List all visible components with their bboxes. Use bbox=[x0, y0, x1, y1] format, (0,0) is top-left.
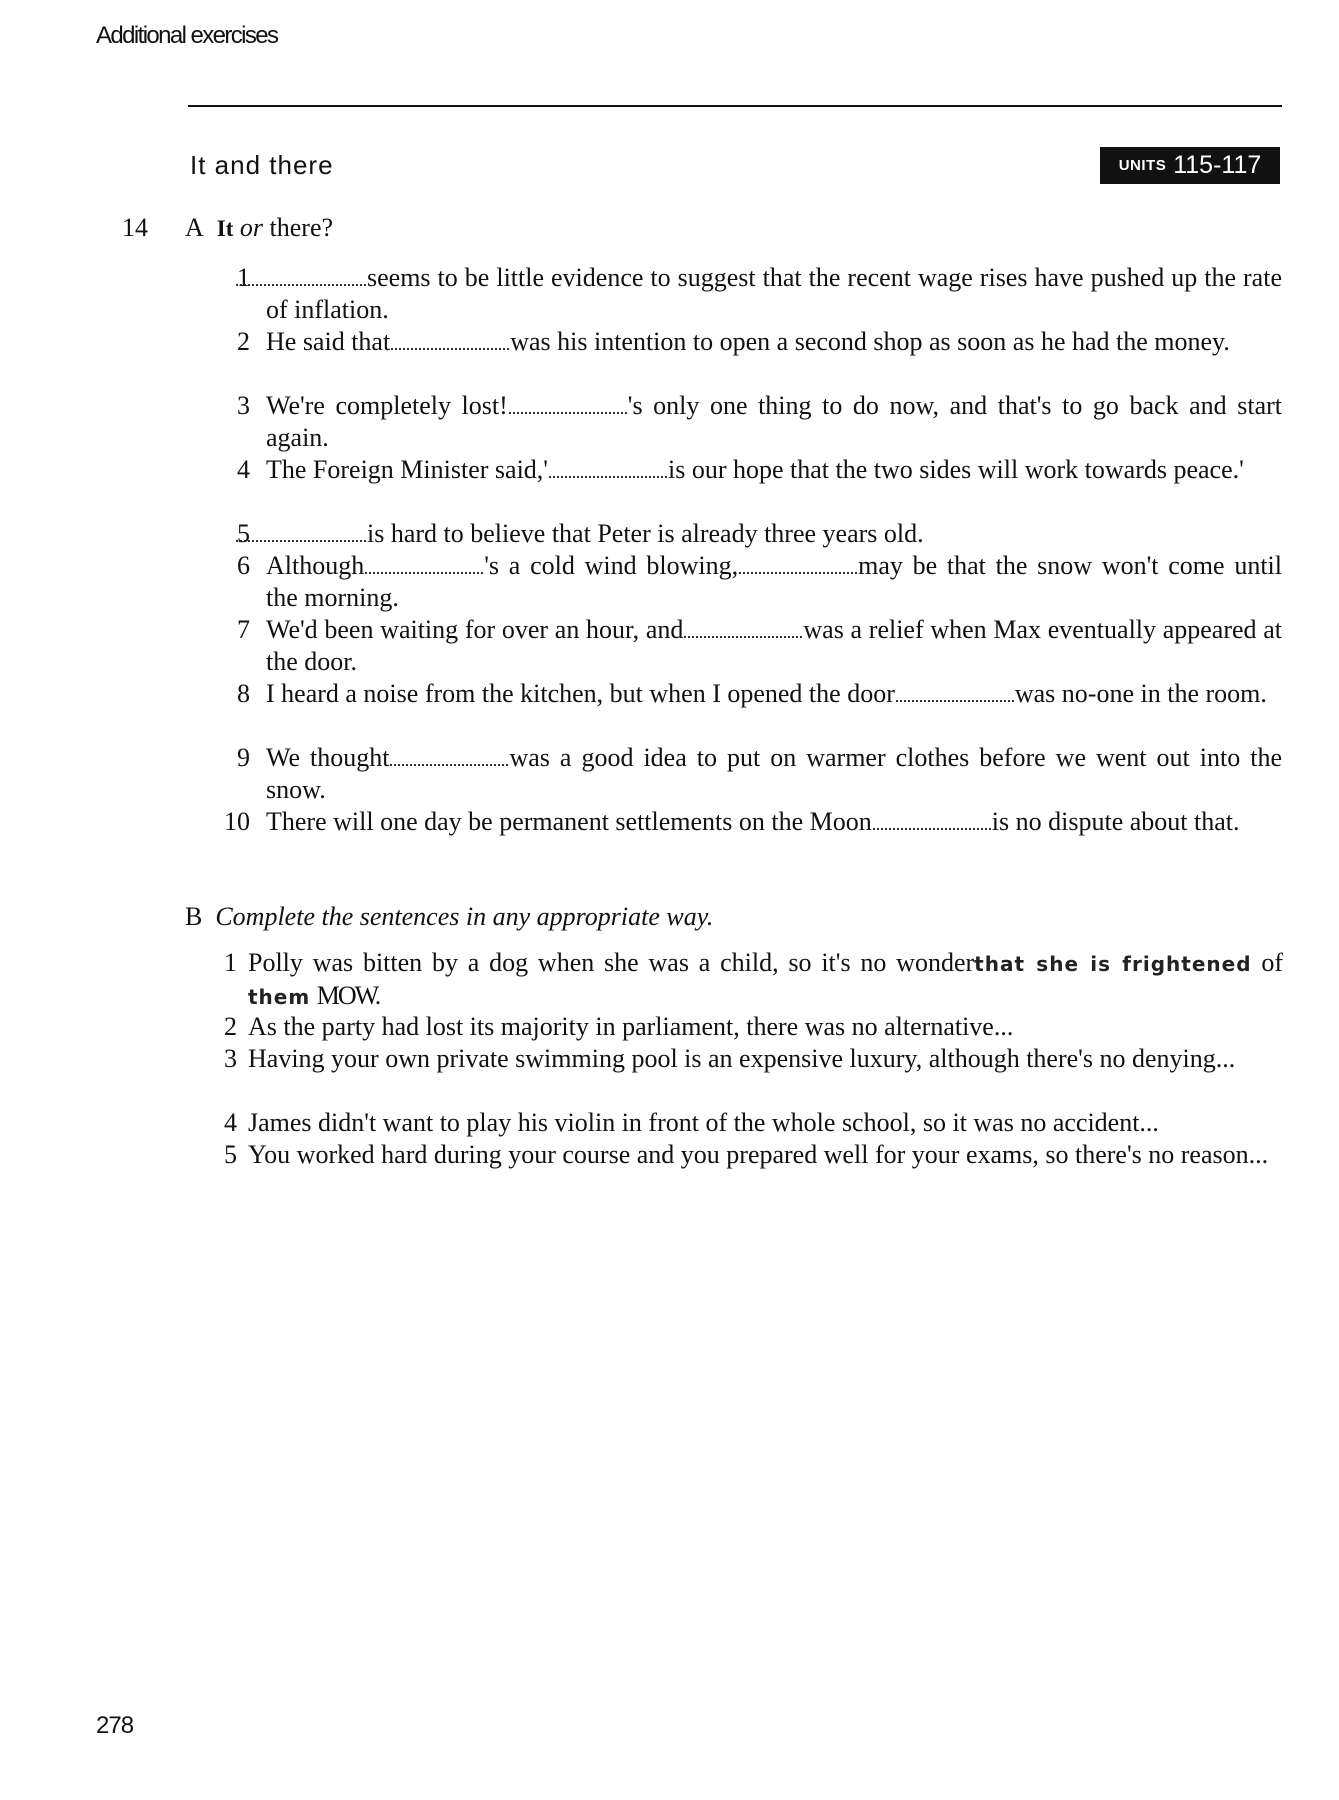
item-number: 5 bbox=[237, 519, 250, 548]
list-item bbox=[218, 454, 1282, 518]
item-text: was a relief when Max eventually appeared at the door. bbox=[266, 615, 1283, 676]
item-text: is our hope that the two sides will work towards peace.' bbox=[667, 455, 1244, 484]
item-number: 3 bbox=[224, 1044, 237, 1073]
section-title: It and there bbox=[190, 150, 334, 180]
item-text: There will one day be permanent settlements on the Moon bbox=[266, 807, 872, 836]
item-text: We'd been waiting for over an hour, and bbox=[266, 615, 684, 644]
running-head: Additional exercises bbox=[96, 22, 278, 49]
exercise-number: 14 bbox=[122, 213, 148, 242]
units-range: 115-117 bbox=[1173, 151, 1262, 179]
item-number: 9 bbox=[237, 743, 250, 772]
list-item bbox=[218, 806, 1282, 870]
part-b-letter: B bbox=[185, 902, 203, 931]
item-number: 4 bbox=[237, 455, 250, 484]
item-text: As the party had lost its majority in parliament, there was no alternative... bbox=[248, 1012, 1014, 1041]
item-text: Although bbox=[266, 551, 365, 580]
answer-blank[interactable] bbox=[509, 392, 627, 414]
item-text: of bbox=[1261, 948, 1284, 977]
answer-blank[interactable] bbox=[896, 680, 1014, 702]
answer-blank[interactable] bbox=[390, 744, 508, 766]
item-number: 8 bbox=[237, 679, 250, 708]
answer-blank[interactable] bbox=[236, 520, 366, 542]
item-text: was no-one in the room. bbox=[1014, 679, 1267, 708]
instruction-it: It bbox=[216, 216, 234, 241]
item-text: I heard a noise from the kitchen, but when I opened the door bbox=[266, 679, 895, 708]
list-item bbox=[218, 390, 1282, 454]
item-text: may be that the snow won't come until the morning. bbox=[266, 551, 1282, 612]
item-text: MOW. bbox=[316, 981, 380, 1010]
instruction-or: or bbox=[239, 213, 264, 242]
list-item bbox=[205, 947, 1283, 1011]
item-text: The Foreign Minister said,' bbox=[266, 455, 548, 484]
list-item bbox=[218, 678, 1282, 742]
item-text: James didn't want to play his violin in front of the whole school, so it was no accident... bbox=[248, 1108, 1159, 1137]
part-a-letter: A bbox=[185, 213, 204, 242]
list-item bbox=[205, 1139, 1283, 1203]
answer-blank[interactable] bbox=[873, 808, 991, 830]
item-text: seems to be little evidence to suggest that the recent wage rises have pushed up the rate of inflation. bbox=[266, 263, 1282, 324]
handwritten-answer: them bbox=[248, 985, 311, 1009]
list-item bbox=[218, 326, 1282, 390]
item-text: He said that bbox=[266, 327, 391, 356]
header-rule bbox=[188, 105, 1282, 107]
item-number: 6 bbox=[237, 551, 250, 580]
item-number: 1 bbox=[224, 948, 237, 977]
list-item bbox=[205, 1107, 1283, 1139]
list-item bbox=[218, 742, 1282, 806]
answer-blank[interactable] bbox=[549, 456, 667, 478]
list-item bbox=[205, 1043, 1283, 1107]
item-text: 's a cold wind blowing, bbox=[484, 551, 739, 580]
units-badge bbox=[1100, 147, 1280, 184]
item-number: 4 bbox=[224, 1108, 237, 1137]
list-item bbox=[218, 614, 1282, 678]
answer-blank[interactable] bbox=[684, 616, 802, 638]
item-number: 3 bbox=[237, 391, 250, 420]
item-text: was his intention to open a second shop as soon as he had the money. bbox=[510, 327, 1230, 356]
item-number: 2 bbox=[224, 1012, 237, 1041]
part-a-list bbox=[218, 262, 1282, 870]
item-number: 10 bbox=[224, 807, 250, 836]
answer-blank[interactable] bbox=[739, 552, 857, 574]
item-text: 's only one thing to do now, and that's to go back and start again. bbox=[266, 391, 1283, 452]
list-item bbox=[218, 262, 1282, 326]
item-number: 1 bbox=[237, 263, 250, 292]
answer-blank[interactable] bbox=[236, 264, 366, 286]
answer-blank[interactable] bbox=[391, 328, 509, 350]
item-text: is no dispute about that. bbox=[991, 807, 1240, 836]
page-number: 278 bbox=[96, 1712, 134, 1739]
item-text: Having your own private swimming pool is an expensive luxury, although there's no denying... bbox=[248, 1044, 1236, 1073]
answer-blank[interactable] bbox=[365, 552, 483, 574]
list-item bbox=[218, 550, 1282, 614]
item-text: You worked hard during your course and you prepared well for your exams, so there's no reason... bbox=[248, 1140, 1269, 1169]
handwritten-answer: that she is frightened bbox=[974, 952, 1252, 976]
item-number: 2 bbox=[237, 327, 250, 356]
item-number: 5 bbox=[224, 1140, 237, 1169]
item-number: 7 bbox=[237, 615, 250, 644]
instruction-there: there? bbox=[269, 213, 334, 242]
list-item bbox=[218, 518, 1282, 550]
part-b-instruction: Complete the sentences in any appropriate way. bbox=[215, 902, 714, 931]
part-b-list bbox=[205, 947, 1283, 1203]
item-text: We're completely lost! bbox=[266, 391, 508, 420]
list-item bbox=[205, 1011, 1283, 1043]
part-a-heading bbox=[185, 213, 333, 243]
units-label: UNITS bbox=[1118, 157, 1167, 174]
item-text: was a good idea to put on warmer clothes before we went out into the snow. bbox=[266, 743, 1282, 804]
item-text: Polly was bitten by a dog when she was a child, so it's no wonder bbox=[248, 948, 975, 977]
item-text: is hard to believe that Peter is already three years old. bbox=[367, 519, 924, 548]
item-text: We thought bbox=[266, 743, 390, 772]
part-b-heading bbox=[185, 902, 713, 932]
